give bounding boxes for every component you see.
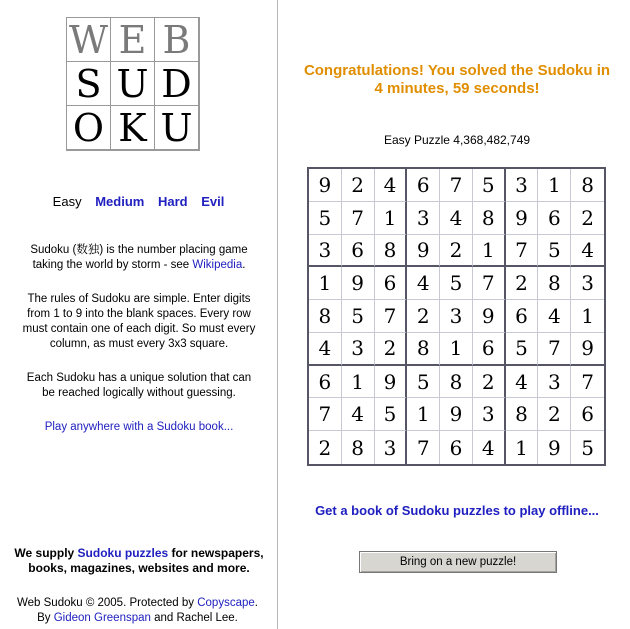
sudoku-cell[interactable]: 7 (538, 333, 571, 366)
copyright-text: . (254, 597, 258, 609)
sudoku-cell[interactable]: 7 (309, 398, 342, 431)
play-anywhere-link[interactable]: Play anywhere with a Sudoku book... (44, 421, 234, 433)
sudoku-cell[interactable]: 8 (309, 300, 342, 333)
logo-letter: B (154, 17, 199, 62)
sudoku-cell[interactable]: 2 (342, 169, 375, 202)
sudoku-cell[interactable]: 9 (342, 267, 375, 300)
supply-line (4, 546, 274, 561)
sudoku-cell[interactable]: 8 (375, 235, 408, 268)
unique-text (8, 371, 270, 401)
sudoku-cell[interactable]: 6 (440, 431, 473, 464)
sudoku-cell[interactable]: 9 (571, 333, 604, 366)
web-sudoku-logo[interactable] (66, 17, 200, 151)
sudoku-cell[interactable]: 6 (375, 267, 408, 300)
rules-line: The rules of Sudoku are simple. Enter digits (27, 293, 251, 305)
logo-letter: D (154, 61, 199, 106)
intro-line-text: . (242, 259, 246, 271)
sudoku-cell[interactable]: 7 (571, 366, 604, 399)
sudoku-cell[interactable]: 5 (506, 333, 539, 366)
sudoku-cell[interactable]: 4 (440, 202, 473, 235)
supply-text (4, 546, 274, 576)
authors-text: and Rachel Lee. (150, 612, 238, 624)
sudoku-cell[interactable]: 4 (506, 366, 539, 399)
sudoku-cell[interactable]: 8 (473, 202, 506, 235)
sudoku-cell[interactable]: 2 (440, 235, 473, 268)
level-hard-link[interactable]: Hard (157, 194, 188, 209)
sudoku-cell[interactable]: 2 (309, 431, 342, 464)
rules-line: must contain one of each digit. So must every (22, 323, 256, 335)
sudoku-cell[interactable]: 4 (407, 267, 440, 300)
intro-line: Sudoku (数独) is the number placing game (30, 244, 248, 256)
sudoku-cell[interactable]: 1 (407, 398, 440, 431)
sudoku-cell[interactable]: 7 (506, 235, 539, 268)
logo-letter: E (110, 17, 155, 62)
sudoku-cell[interactable]: 8 (506, 398, 539, 431)
sudoku-cell[interactable]: 4 (571, 235, 604, 268)
level-medium-link[interactable]: Medium (95, 194, 145, 209)
gideon-greenspan-link[interactable]: Gideon Greenspan (53, 612, 151, 624)
supply-text-part: for newspapers, (168, 546, 264, 560)
sudoku-cell[interactable]: 3 (506, 169, 539, 202)
supply-line: books, magazines, websites and more. (28, 561, 250, 575)
sudoku-cell[interactable]: 3 (342, 333, 375, 366)
intro-line (8, 258, 270, 273)
unique-line: be reached logically without guessing. (42, 387, 236, 399)
sudoku-cell[interactable]: 4 (375, 169, 408, 202)
difficulty-levels (0, 194, 277, 209)
sudoku-cell[interactable]: 7 (407, 431, 440, 464)
sudoku-cell[interactable]: 5 (407, 366, 440, 399)
sudoku-cell[interactable]: 9 (407, 235, 440, 268)
rules-line: from 1 to 9 into the blank spaces. Every row (27, 308, 251, 320)
sudoku-cell[interactable]: 1 (473, 235, 506, 268)
rules-text (8, 292, 270, 352)
puzzle-label: Easy Puzzle 4,368,482,749 (383, 133, 531, 147)
congrats-line: 4 minutes, 59 seconds! (374, 80, 540, 97)
logo-letter: U (110, 61, 155, 106)
sudoku-cell[interactable]: 8 (571, 169, 604, 202)
sudoku-cell[interactable]: 3 (571, 267, 604, 300)
sudoku-cell[interactable]: 6 (571, 398, 604, 431)
authors-text: By (37, 612, 54, 624)
unique-line: Each Sudoku has a unique solution that can (26, 372, 252, 384)
sudoku-cell[interactable]: 1 (506, 431, 539, 464)
sudoku-cell[interactable]: 3 (407, 202, 440, 235)
sudoku-cell[interactable]: 9 (440, 398, 473, 431)
level-evil-link[interactable]: Evil (201, 194, 225, 209)
copyright-text: Web Sudoku © 2005. Protected by (17, 597, 198, 609)
sudoku-cell[interactable]: 7 (440, 169, 473, 202)
sudoku-cell[interactable]: 8 (342, 431, 375, 464)
sudoku-cell[interactable]: 4 (309, 333, 342, 366)
sudoku-cell[interactable]: 8 (407, 333, 440, 366)
sudoku-cell[interactable]: 9 (506, 202, 539, 235)
sudoku-cell[interactable]: 6 (342, 235, 375, 268)
supply-text-part: We supply (14, 546, 78, 560)
sudoku-cell[interactable]: 2 (407, 300, 440, 333)
sudoku-cell[interactable]: 5 (581, 435, 594, 460)
sudoku-cell[interactable]: 8 (538, 267, 571, 300)
sudoku-cell[interactable]: 1 (538, 169, 571, 202)
logo-letter: K (110, 105, 155, 150)
play-anywhere (8, 420, 270, 435)
sudoku-cell[interactable]: 9 (375, 366, 408, 399)
logo-letter: S (66, 61, 111, 106)
copyright (0, 596, 275, 626)
logo-letter: W (66, 17, 111, 62)
sudoku-cell[interactable]: 5 (440, 267, 473, 300)
sudoku-cell[interactable]: 3 (375, 431, 408, 464)
sudoku-cell[interactable]: 5 (342, 300, 375, 333)
sudoku-cell[interactable]: 3 (309, 235, 342, 268)
authors-line (0, 611, 275, 626)
sudoku-cell[interactable]: 7 (375, 300, 408, 333)
left-panel (0, 0, 278, 629)
sudoku-cell[interactable]: 2 (571, 202, 604, 235)
sudoku-cell[interactable]: 6 (506, 300, 539, 333)
logo-letter: O (66, 105, 111, 150)
sudoku-cell[interactable]: 3 (538, 366, 571, 399)
intro-line-text: taking the world by storm - see (32, 259, 193, 271)
rules-line: column, as must every 3x3 square. (49, 338, 229, 350)
sudoku-cell[interactable]: 9 (309, 169, 342, 202)
logo-letter: U (154, 105, 199, 150)
new-puzzle-button[interactable]: Bring on a new puzzle! (359, 551, 557, 573)
sudoku-board (307, 167, 606, 466)
sudoku-cell[interactable]: 3 (440, 300, 473, 333)
sudoku-cell[interactable]: 4 (342, 398, 375, 431)
sudoku-cell[interactable]: 6 (407, 169, 440, 202)
sudoku-cell[interactable]: 2 (375, 333, 408, 366)
sudoku-cell[interactable]: 6 (309, 366, 342, 399)
book-offline-link[interactable]: Get a book of Sudoku puzzles to play offline... (315, 503, 599, 518)
sudoku-cell[interactable]: 4 (473, 431, 506, 464)
sudoku-cell[interactable]: 3 (473, 398, 506, 431)
sudoku-cell[interactable]: 9 (473, 300, 506, 333)
sudoku-cell[interactable]: 5 (375, 398, 408, 431)
sudoku-cell[interactable]: 1 (375, 202, 408, 235)
sudoku-cell[interactable]: 1 (309, 267, 342, 300)
sudoku-cell[interactable]: 2 (538, 398, 571, 431)
sudoku-cell[interactable]: 8 (440, 366, 473, 399)
sudoku-cell[interactable]: 1 (440, 333, 473, 366)
sudoku-cell[interactable]: 7 (342, 202, 375, 235)
sudoku-puzzles-link[interactable]: Sudoku puzzles (77, 546, 169, 560)
sudoku-cell[interactable]: 2 (506, 267, 539, 300)
sudoku-cell[interactable]: 6 (538, 202, 571, 235)
sudoku-cell[interactable]: 4 (538, 300, 571, 333)
sudoku-cell[interactable]: 5 (538, 235, 571, 268)
intro-text (8, 243, 270, 273)
congratulations-message (284, 62, 630, 98)
level-easy-current: Easy (52, 194, 82, 209)
congrats-line: Congratulations! You solved the Sudoku in (303, 62, 611, 79)
sudoku-cell[interactable]: 1 (571, 300, 604, 333)
sudoku-cell[interactable]: 5 (473, 169, 506, 202)
sudoku-cell[interactable]: 2 (473, 366, 506, 399)
copyscape-link[interactable]: Copyscape (197, 597, 255, 609)
sudoku-cell[interactable]: 1 (342, 366, 375, 399)
copyright-line (0, 596, 275, 611)
sudoku-cell[interactable]: 7 (473, 267, 506, 300)
sudoku-cell[interactable]: 5 (309, 202, 342, 235)
sudoku-cell[interactable]: 6 (473, 333, 506, 366)
sudoku-cell[interactable]: 9 (538, 431, 571, 464)
wikipedia-link[interactable]: Wikipedia (192, 259, 243, 271)
